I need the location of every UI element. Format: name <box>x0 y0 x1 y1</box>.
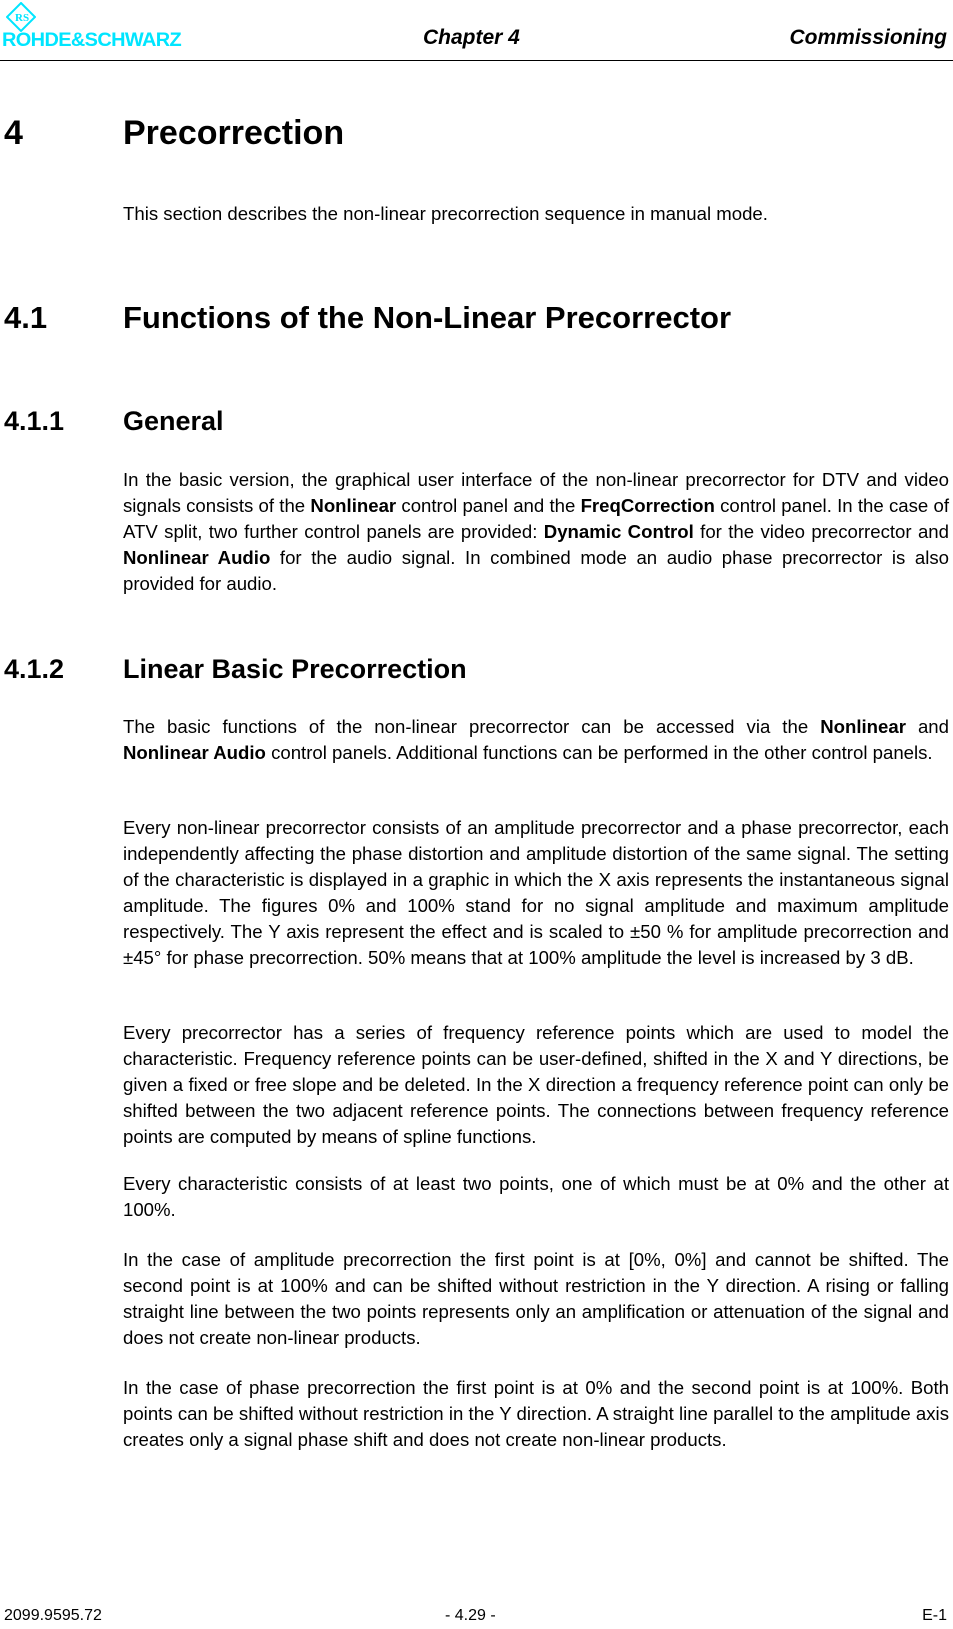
rs-diamond-logo-icon <box>6 2 36 32</box>
text-run: for the audio signal. In combined mode an audio phase precorrector is also provided for audio. <box>123 547 949 594</box>
heading-number: 4.1 <box>4 300 48 335</box>
panel-name-dynamic-control: Dynamic Control <box>543 521 694 542</box>
heading-title: Functions of the Non-Linear Precorrector <box>123 300 732 335</box>
heading-title: General <box>123 406 224 436</box>
text-run: for the video precorrector and <box>693 521 949 542</box>
panel-name-nonlinear: Nonlinear <box>820 716 906 737</box>
heading-number: 4.1.1 <box>4 406 65 436</box>
characteristic-points-paragraph: Every characteristic consists of at least two points, one of which must be at 0% and the other at 100%. <box>123 1173 949 1220</box>
chapter-label: Chapter 4 <box>423 26 520 49</box>
page-number: - 4.29 - <box>445 1607 496 1624</box>
page-header <box>0 0 953 62</box>
text-run: The basic functions of the non-linear precorrector can be accessed via the <box>123 716 821 737</box>
heading-title: Precorrection <box>123 114 345 152</box>
section-label: Commissioning <box>789 26 947 49</box>
intro-paragraph: This section describes the non-linear precorrection sequence in manual mode. <box>123 203 768 224</box>
amplitude-precorrection-paragraph: In the case of amplitude precorrection the first point is at [0%, 0%] and cannot be shifted. The second point is at 100% and can be shifted without restriction in the Y direction. A rising or falling straight line between the two points represents only an amplification or attenuation of the signal and does not create non-linear products. <box>123 1249 949 1348</box>
text-run: In the basic version, the graphical user interface of the non-linear precorrector for DTV and video signals consists of the <box>123 469 949 516</box>
general-paragraph <box>123 467 949 597</box>
document-number: 2099.9595.72 <box>4 1607 102 1624</box>
panel-name-nonlinear-audio: Nonlinear Audio <box>123 547 271 568</box>
text-run: control panel. In the case of ATV split, two further control panels are provided: <box>123 495 949 542</box>
svg-text:RS: RS <box>15 12 30 24</box>
phase-precorrection-paragraph: In the case of phase precorrection the first point is at 0% and the second point is at 100%. Both points can be shifted without restriction in the Y direction. A straight line parallel to the amplitude axis creates only a signal phase shift and does not create non-linear products. <box>123 1377 949 1450</box>
panel-name-nonlinear-audio: Nonlinear Audio <box>123 742 266 763</box>
text-run: control panel and the <box>396 495 581 516</box>
heading-title: Linear Basic Precorrection <box>123 654 467 684</box>
logo-wordmark: ROHDE&SCHWARZ <box>2 30 182 51</box>
heading-number: 4.1.2 <box>4 654 65 684</box>
edition-label: E-1 <box>922 1607 947 1624</box>
text-run: control panels. Additional functions can be performed in the other control panels. <box>265 742 933 763</box>
reference-points-paragraph: Every precorrector has a series of frequency reference points which are used to model the characteristic. Frequency reference points can be user-defined, shifted in the X and Y directions, be given a fixed or free slope and be deleted. In the X direction a frequency reference point can only be shifted between the two adjacent reference points. The connections between frequency reference points are computed by means of spline functions. <box>123 1022 949 1147</box>
heading-number: 4 <box>4 114 23 152</box>
panel-name-freqcorrection: FreqCorrection <box>580 495 715 516</box>
company-logo <box>2 2 232 50</box>
header-divider <box>0 60 953 61</box>
precorrector-structure-paragraph: Every non-linear precorrector consists of an amplitude precorrector and a phase precorrector, each independently affecting the phase distortion and amplitude distortion of the same signal. The setting of the characteristic is displayed in a graphic in which the X axis represents the instantaneous signal amplitude. The figures 0% and 100% stand for no signal amplitude and maximum amplitude respectively. The Y axis represent the effect and is scaled to ±50 % for amplitude precorrection and ±45° for phase precorrection. 50% means that at 100% amplitude the level is increased by 3 dB. <box>123 817 949 968</box>
basic-functions-paragraph <box>123 714 949 766</box>
text-run: and <box>905 716 949 737</box>
panel-name-nonlinear: Nonlinear <box>310 495 397 516</box>
